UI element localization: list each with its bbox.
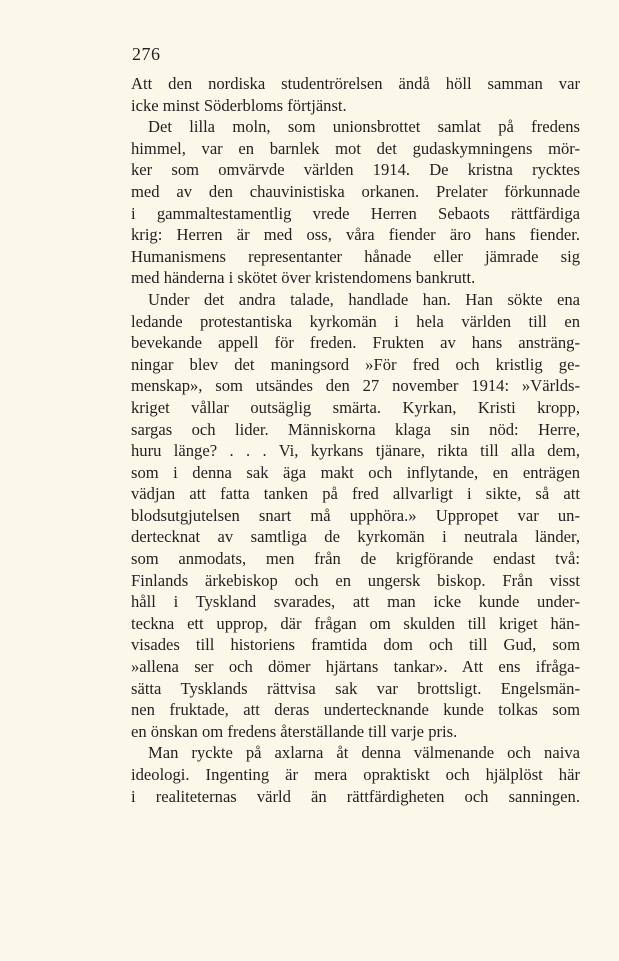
text-line: sargas och lider. Människorna klaga sin nöd: Herre, bbox=[131, 419, 580, 439]
text-line: nen fruktade, att deras undertecknande kunde tolkas som bbox=[131, 700, 580, 720]
text-line: kriget vållar outsäglig smärta. Kyrkan, Kristi kropp, bbox=[131, 397, 580, 417]
text-line: Det lilla moln, som unionsbrottet samlat på fredens bbox=[148, 117, 580, 137]
text-line: »allena ser och dömer hjärtans tankar». Att ens ifråga- bbox=[131, 657, 580, 677]
text-line: sätta Tysklands rättvisa sak var brottsligt. Engelsmän- bbox=[131, 678, 580, 698]
text-line: Finlands ärkebiskop och en ungersk biskop. Från visst bbox=[131, 570, 580, 590]
text-line: teckna ett upprop, där frågan om skulden till kriget hän- bbox=[131, 613, 580, 633]
text-line: som i denna sak äga makt och inflytande, en enträgen bbox=[131, 462, 580, 482]
text-line: i gammaltestamentlig vrede Herren Sebaots rättfärdiga bbox=[131, 203, 580, 223]
text-line: en önskan om fredens återställande till varje pris. bbox=[131, 721, 458, 741]
text-line: i realiteternas värld än rättfärdigheten och sanningen. bbox=[131, 786, 580, 806]
text-line: ker som omvärvde världen 1914. De kristna rycktes bbox=[131, 160, 580, 180]
text-line: ideologi. Ingenting är mera opraktiskt och hjälplöst här bbox=[131, 765, 580, 784]
text-line: blodsutgjutelsen snart må upphöra.» Uppropet var un- bbox=[131, 505, 580, 525]
text-line: bevekande appell för freden. Frukten av hans ansträng- bbox=[131, 333, 580, 353]
text-line: himmel, var en barnlek mot det gudaskymningens mör- bbox=[131, 138, 580, 158]
text-line: Att den nordiska studentrörelsen ändå höll samman var bbox=[131, 74, 580, 93]
text-line: ledande protestantiska kyrkomän i hela världen till en bbox=[131, 311, 580, 331]
text-line: huru länge? . . . Vi, kyrkans tjänare, rikta till alla dem, bbox=[131, 441, 580, 461]
text-line: vädjan att fatta tanken på fred allvarligt i sikte, så att bbox=[131, 484, 580, 504]
text-line: menskap», som utsändes den 27 november 1914: »Världs- bbox=[131, 376, 580, 396]
text-line: dertecknat av samtliga de kyrkomän i neutrala länder, bbox=[131, 527, 580, 547]
text-line: krig: Herren är med oss, våra fiender äro hans fiender. bbox=[131, 225, 580, 245]
text-line: med händerna i skötet över kristendomens bankrutt. bbox=[131, 268, 476, 288]
text-line: med av den chauvinistiska orkanen. Prelater förkunnade bbox=[131, 181, 580, 201]
page-number: 276 bbox=[132, 44, 161, 64]
text-line: Humanismens representanter hånade eller jämrade sig bbox=[131, 246, 580, 266]
text-line: visades till historiens framtida dom och till Gud, som bbox=[131, 635, 580, 655]
text-line: håll i Tyskland svarades, att man icke kunde under- bbox=[131, 592, 580, 612]
text-line: som anmodats, men från de krigförande endast två: bbox=[131, 549, 580, 569]
text-line: Under det andra talade, handlade han. Han sökte ena bbox=[148, 289, 580, 309]
text-line: ningar blev det maningsord »För fred och kristlig ge- bbox=[131, 354, 580, 374]
text-line: icke minst Söderbloms förtjänst. bbox=[131, 95, 347, 115]
body-text bbox=[131, 73, 580, 807]
text-line: Man ryckte på axlarna åt denna välmenande och naiva bbox=[148, 743, 580, 763]
